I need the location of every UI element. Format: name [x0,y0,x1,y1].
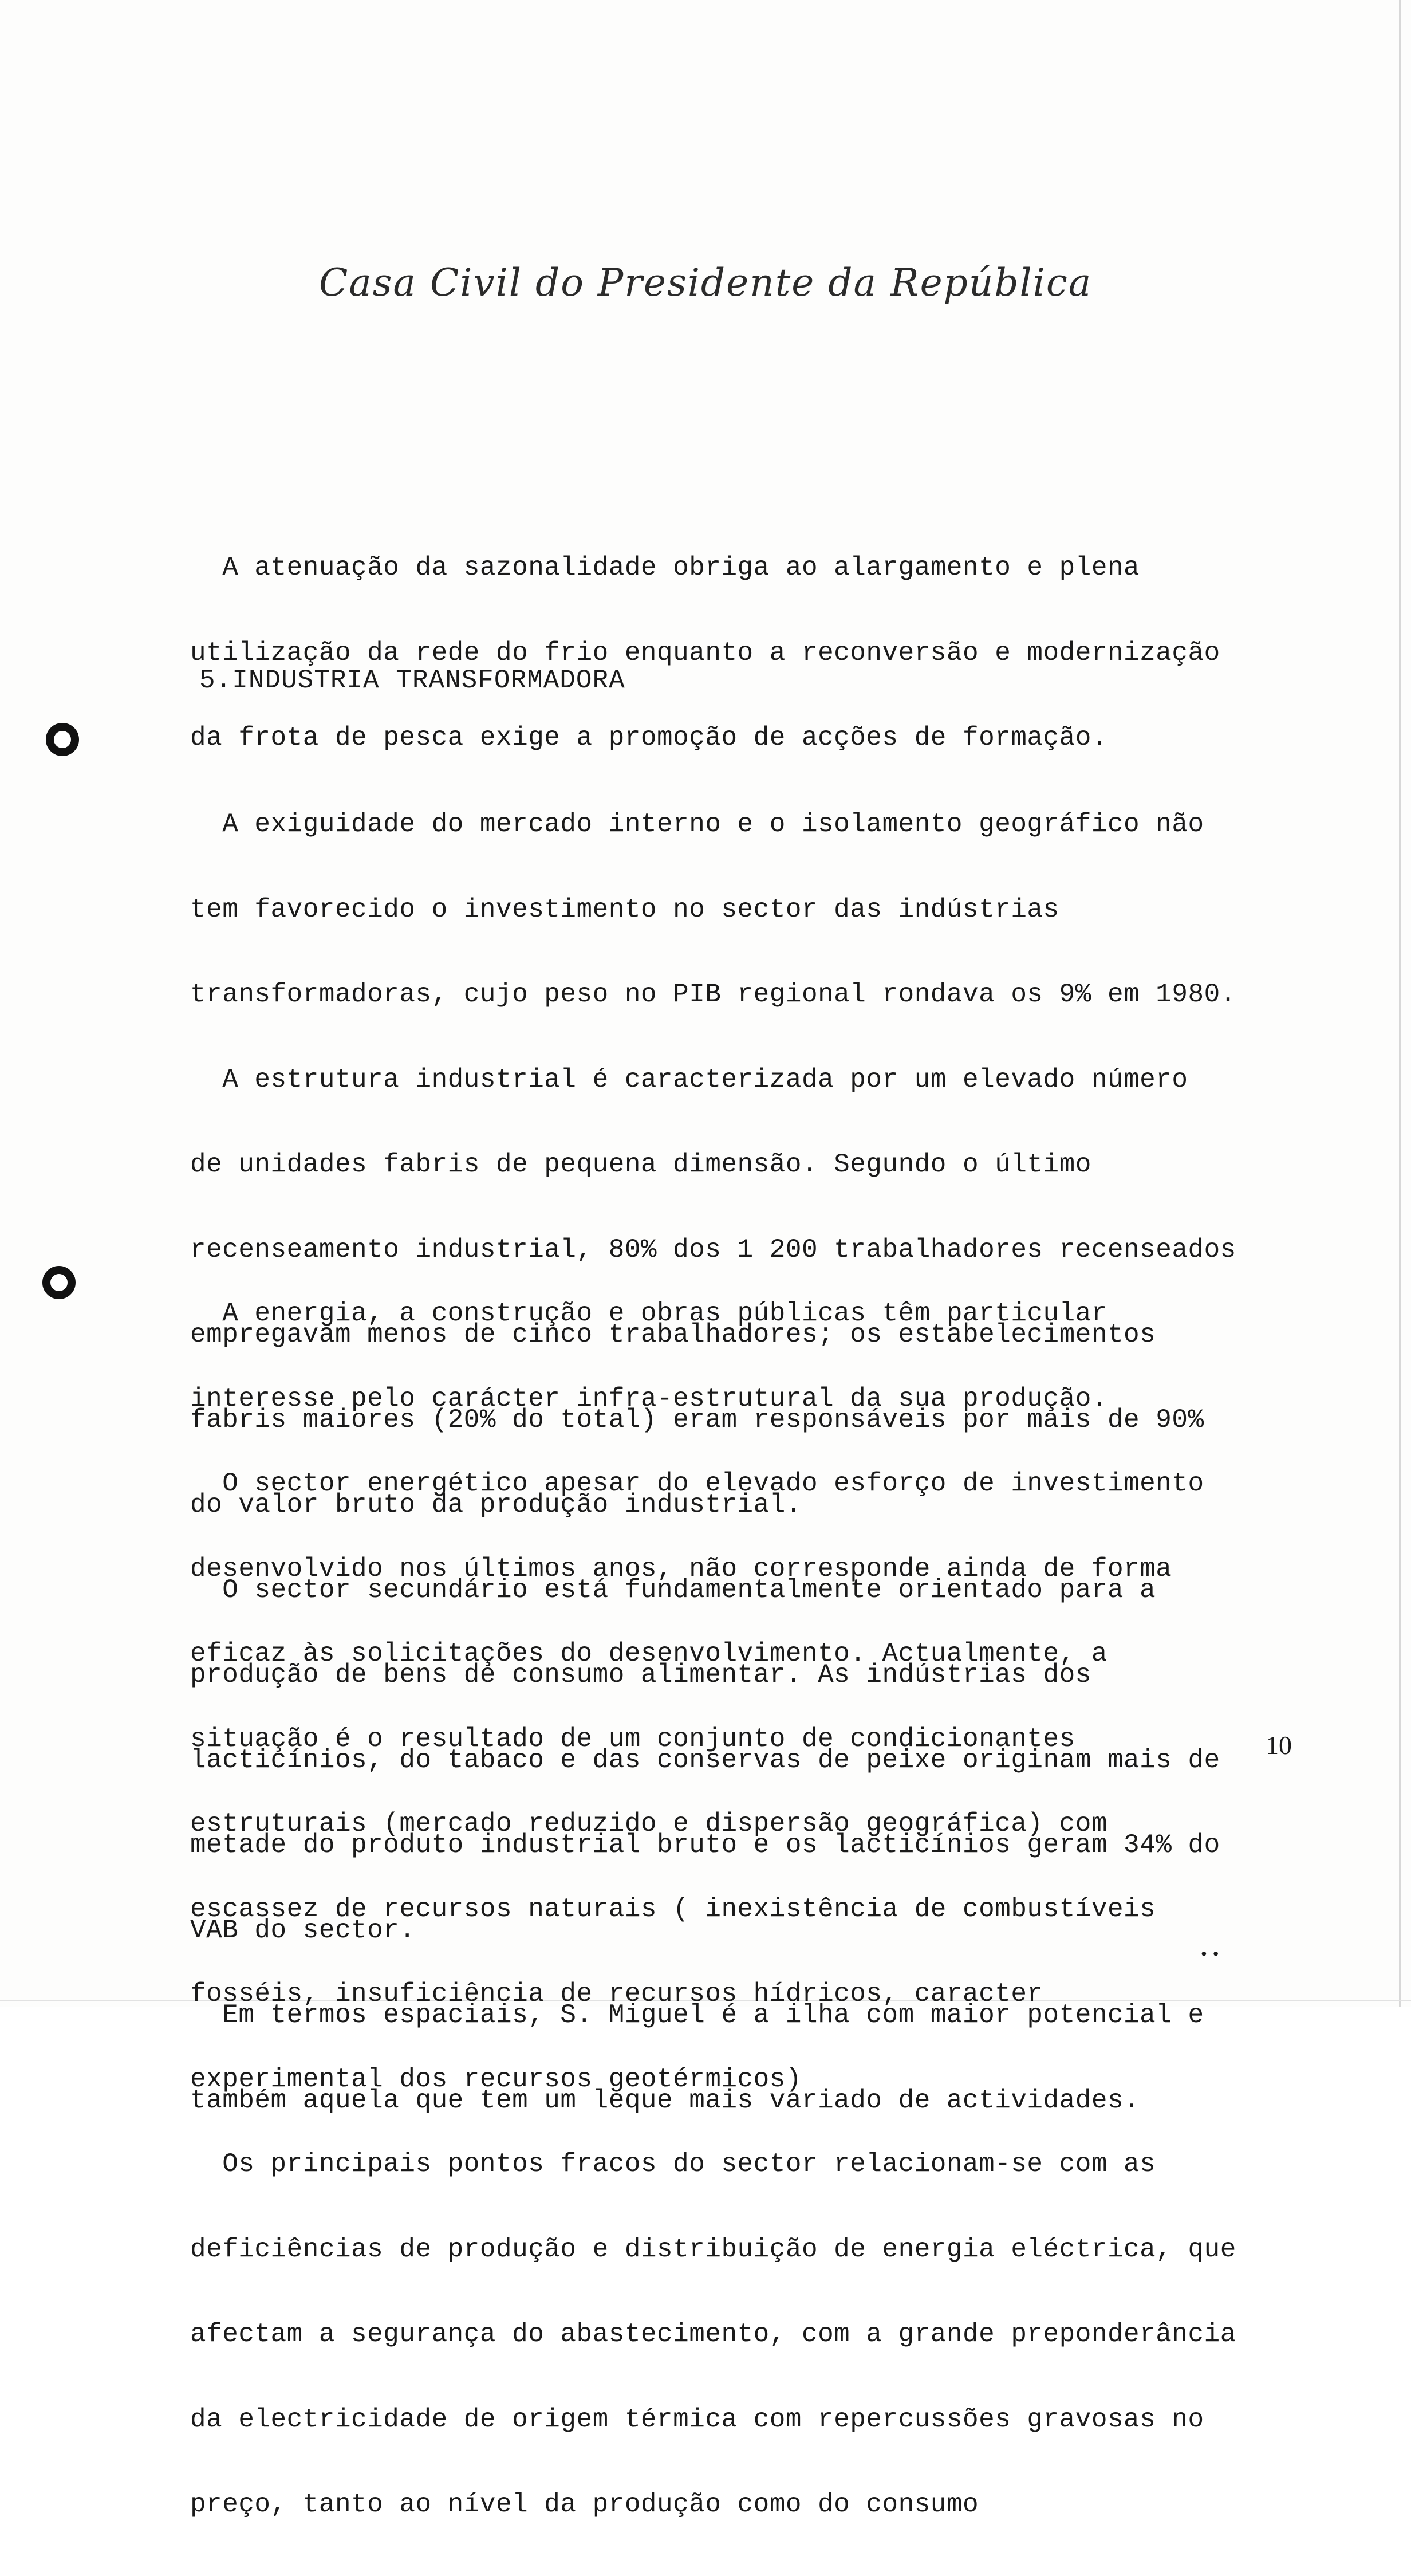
text-line: utilização da rede do frio enquanto a reconversão e modernização [190,638,1220,668]
text-line: eficaz às solicitações do desenvolvimento. Actualmente, a [190,1639,1107,1669]
text-line: metade do produto industrial bruto e os lacticínios geram 34% do [190,1830,1220,1860]
text-line: interesse pelo carácter infra-estrutural da sua produção. [190,1383,1107,1414]
text-line: experimental dos recursos geotérmicos) [190,2064,802,2094]
text-line: também aquela que tem um leque mais variado de actividades. [190,2085,1140,2115]
section-body-energy [190,1243,1313,2576]
text-line: preço, tanto ao nível da produção como do consumo [190,2490,979,2519]
scan-speck-marks: •• [1199,1946,1223,1964]
text-line: Em termos espaciais, S. Miguel é a ilha com maior potencial e [190,2000,1204,2030]
text-line: afectam a segurança do abastecimento, com a grande preponderância [190,2319,1236,2349]
text-line: A atenuação da sazonalidade obriga ao alargamento e plena [190,553,1140,583]
text-line: A estrutura industrial é caracterizada por um elevado número [190,1064,1188,1095]
punch-hole-icon [42,1266,76,1299]
text-line: transformadoras, cujo peso no PIB regional rondava os 9% em 1980. [190,980,1236,1009]
text-line: A exiguidade do mercado interno e o isolamento geográfico não [190,809,1204,839]
letterhead: Casa Civil do Presidente da República [318,261,1093,305]
text-line: do valor bruto da produção industrial. [190,1490,802,1520]
text-line: da electricidade de origem térmica com repercussões gravosas no [190,2404,1204,2435]
text-line: escassez de recursos naturais ( inexistência de combustíveis [190,1894,1156,1924]
text-line: fabris maiores (20% do total) eram responsáveis por mais de 90% [190,1405,1204,1435]
text-line: A energia, a construção e obras públicas têm particular [190,1299,1107,1328]
text-line: tem favorecido o investimento no sector das indústrias [190,894,1059,925]
page-number: 10 [1266,1731,1292,1760]
text-line: situação é o resultado de um conjunto de condicionantes [190,1724,1075,1754]
text-line: O sector secundário está fundamentalmente orientado para a [190,1575,1156,1605]
text-line: Os principais pontos fracos do sector relacionam-se com as [190,2149,1156,2179]
section-heading: 5.INDUSTRIA TRANSFORMADORA [199,666,625,695]
text-line: lacticínios, do tabaco e das conservas de peixe originam mais de [190,1745,1220,1775]
text-line: VAB do sector. [190,1915,416,1945]
text-line: estruturais (mercado reduzido e dispersão geográfica) com [190,1809,1107,1839]
text-line: empregavam menos de cinco trabalhadores; os estabelecimentos [190,1320,1156,1350]
text-line: fosséis, insuficiência de recursos hídricos, caracter [190,1979,1043,2009]
text-line: O sector energético apesar do elevado esforço de investimento [190,1469,1204,1499]
text-line: recenseamento industrial, 80% dos 1 200 trabalhadores recenseados [190,1234,1236,1265]
text-line: da frota de pesca exige a promoção de acções de formação. [190,723,1107,753]
text-line: deficiências de produção e distribuição de energia eléctrica, que [190,2234,1236,2264]
punch-hole-icon [46,723,79,756]
text-line: desenvolvido nos últimos anos, não corresponde ainda de forma [190,1554,1172,1584]
text-line: de unidades fabris de pequena dimensão. Segundo o último [190,1150,1091,1179]
text-line: produção de bens de consumo alimentar. As indústrias dos [190,1660,1091,1690]
